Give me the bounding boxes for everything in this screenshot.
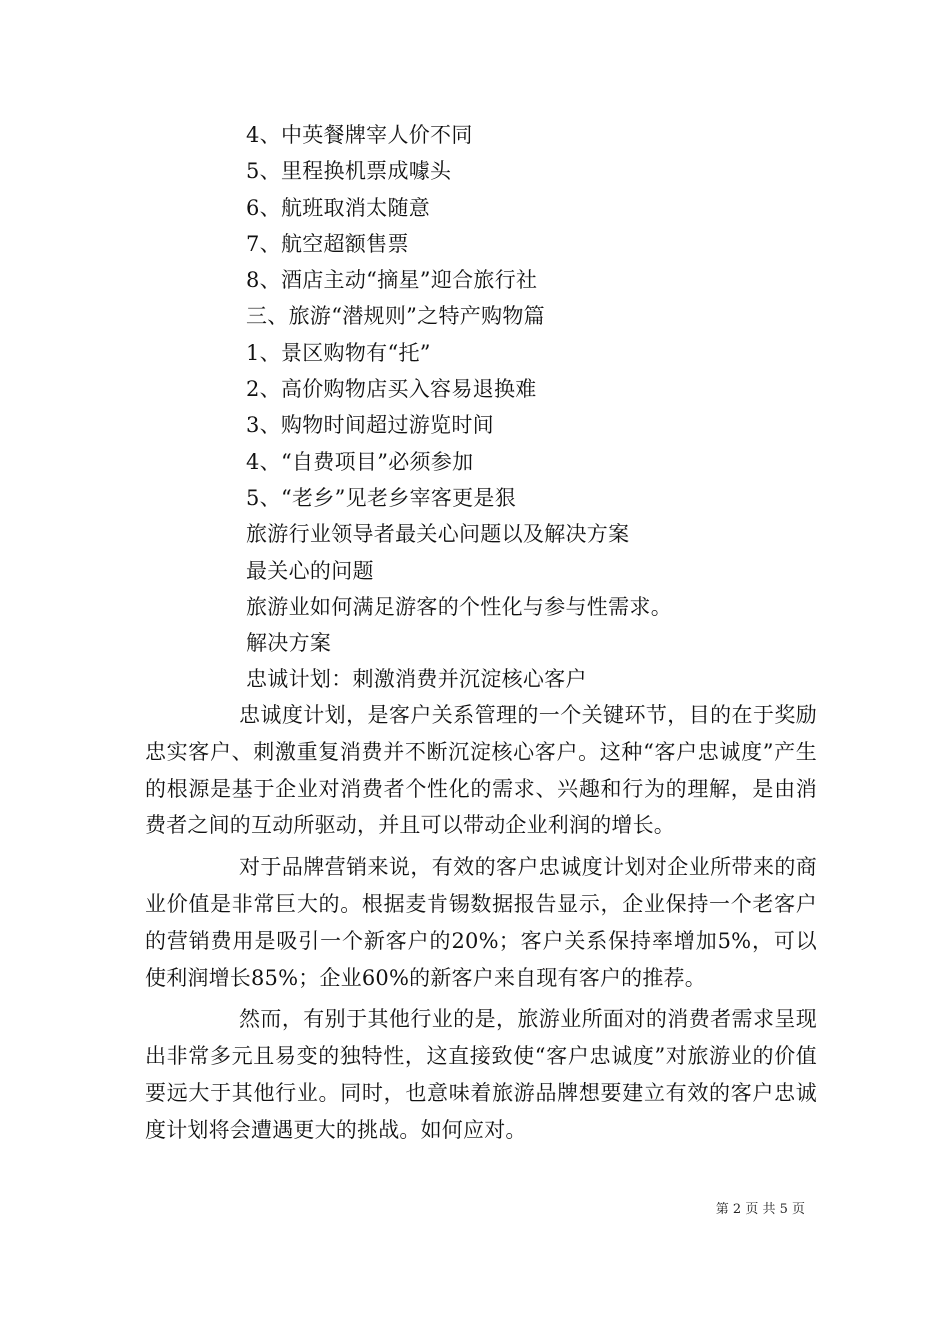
outline-list [246,117,866,698]
section-heading: 三、旅游“潜规则”之特产购物篇 [246,304,545,329]
paragraph: 对于品牌营销来说，有效的客户忠诚度计划对企业所带来的商业价值是非常巨大的。根据麦肯锡数据报告显示，企业保持一个老客户的营销费用是吸引一个新客户的20%；客户关系保持率增加5%，可以使利润增长85%；企业60%的新客户来自现有客户的推荐。 [145,855,817,990]
outline-line: 8、酒店主动“摘星”迎合旅行社 [246,268,538,293]
subheading: 解决方案 [246,631,332,656]
text-line: 旅游业如何满足游客的个性化与参与性需求。 [246,594,672,619]
outline-line: 4、“自费项目”必须参加 [246,449,474,474]
subheading: 最关心的问题 [246,558,374,583]
page-number-footer: 第 2 页 共 5 页 [715,1202,805,1217]
outline-line: 3、购物时间超过游览时间 [246,413,494,438]
section-heading: 旅游行业领导者最关心问题以及解决方案 [246,522,630,547]
body-paragraphs [145,697,817,1154]
outline-line: 1、景区购物有“托” [246,340,431,365]
outline-line: 5、“老乡”见老乡宰客更是狠 [246,485,517,510]
paragraph: 然而，有别于其他行业的是，旅游业所面对的消费者需求呈现出非常多元且易变的独特性，这直接致使“客户忠诚度”对旅游业的价值要远大于其他行业。同时，也意味着旅游品牌想要建立有效的客户忠诚度计划将会遭遇更大的挑战。如何应对。 [145,1007,817,1142]
outline-line: 5、里程换机票成噱头 [246,159,452,184]
paragraph: 忠诚度计划，是客户关系管理的一个关键环节，目的在于奖励忠实客户、刺激重复消费并不断沉淀核心客户。这种“客户忠诚度”产生的根源是基于企业对消费者个性化的需求、兴趣和行为的理解，是由消费者之间的互动所驱动，并且可以带动企业利润的增长。 [145,703,817,838]
outline-line: 2、高价购物店买入容易退换难 [246,377,537,402]
subheading: 忠诚计划：刺激消费并沉淀核心客户 [246,667,587,692]
outline-line: 4、中英餐牌宰人价不同 [246,123,473,147]
outline-line: 7、航空超额售票 [246,231,409,256]
outline-line: 6、航班取消太随意 [246,195,431,220]
